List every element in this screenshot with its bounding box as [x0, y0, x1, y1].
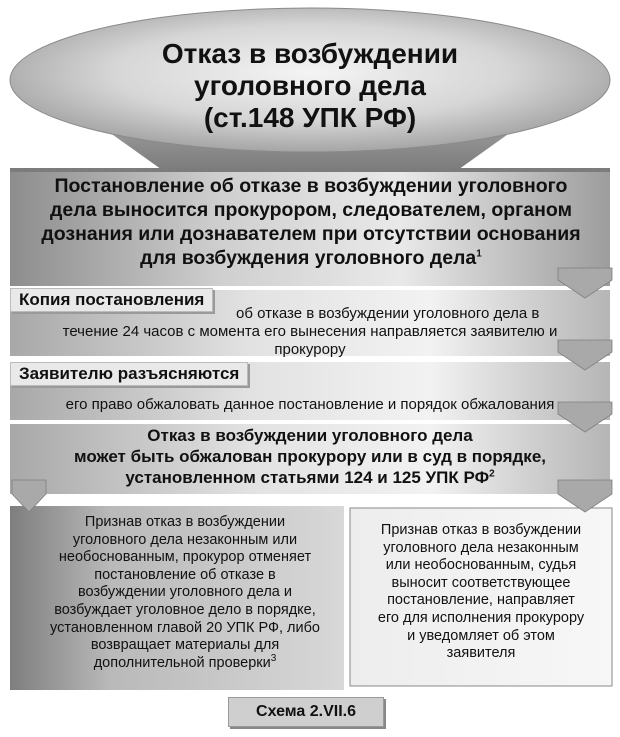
- left-last: дополнительной проверки: [93, 654, 271, 671]
- footnote-marker: 1: [476, 248, 482, 260]
- copy-text-line3: прокурору: [274, 341, 346, 358]
- title-line: (ст.148 УПК РФ): [203, 102, 417, 133]
- appeal-line: Отказ в возбуждении уголовного дела: [147, 426, 473, 445]
- main-decision-line: дознания или дознавателем при отсутствии основания: [41, 223, 581, 245]
- left-line: возбуждает уголовное дело в порядке,: [54, 601, 316, 618]
- left-line: постановление об отказе в: [94, 566, 276, 583]
- right-line: уголовного дела незаконным: [383, 539, 579, 556]
- main-decision-line: дела выносится прокурором, следователем, органом: [49, 199, 572, 221]
- main-decision-line: [20, 246, 602, 270]
- appeal-text: [40, 425, 580, 488]
- copy-text-line2: течение 24 часов с момента его вынесения направляется заявителю и: [62, 323, 558, 340]
- prosecutor-outcome-text: [40, 514, 330, 672]
- title-line: Отказ в возбуждении: [161, 38, 459, 69]
- scheme-label: Схема 2.VII.6: [228, 697, 384, 727]
- page-title: [60, 38, 560, 134]
- appeal-line: [40, 467, 580, 488]
- explain-text: его право обжаловать данное постановление и порядок обжалования: [65, 396, 555, 413]
- main-decision-last: для возбуждения уголовного дела: [140, 247, 477, 269]
- appeal-line: может быть обжалован прокурору или в суд в порядке,: [73, 447, 546, 466]
- left-line: Признав отказ в возбуждении: [84, 514, 286, 530]
- copy-label: Копия постановления: [10, 288, 213, 312]
- footnote-marker: 3: [270, 652, 277, 664]
- right-line: или необоснованным, судья: [385, 557, 577, 574]
- right-line: выносит соответствующее: [391, 574, 571, 591]
- left-line: возвращает материалы для: [90, 637, 280, 654]
- left-line: установленном главой 20 УПК РФ, либо: [50, 619, 320, 636]
- main-decision-line: Постановление об отказе в возбуждении уголовного: [54, 175, 568, 197]
- left-line: уголовного дела незаконным или: [72, 531, 298, 548]
- right-line: заявителя: [446, 645, 516, 662]
- copy-text-line1: об отказе в возбуждении уголовного дела в: [236, 305, 540, 322]
- right-line: постановление, направляет: [387, 592, 575, 609]
- left-line: [40, 652, 330, 673]
- left-line: возбуждении уголовного дела и: [78, 584, 292, 601]
- appeal-last: установленном статьями 124 и 125 УПК РФ: [125, 468, 490, 487]
- right-line: его для исполнения прокурору: [377, 609, 585, 626]
- right-line: Признав отказ в возбуждении: [380, 522, 582, 538]
- footnote-marker: 2: [489, 468, 495, 480]
- right-line: и уведомляет об этом: [407, 627, 555, 644]
- explain-label: Заявителю разъясняются: [10, 362, 248, 386]
- left-line: необоснованным, прокурор отменяет: [58, 549, 312, 566]
- main-decision-text: [20, 174, 602, 270]
- judge-outcome-text: [356, 522, 606, 663]
- title-line: уголовного дела: [194, 70, 426, 101]
